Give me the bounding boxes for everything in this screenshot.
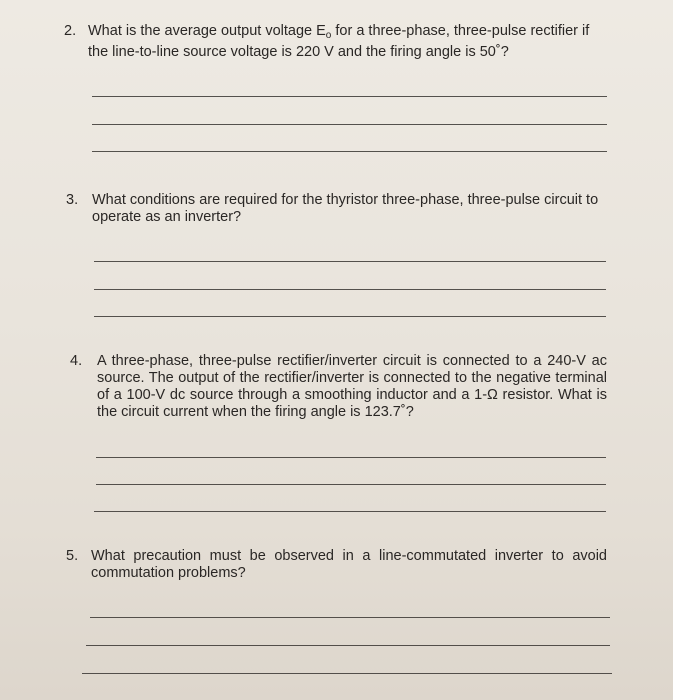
question-3-number: 3.	[66, 192, 79, 208]
answer-line-q4-3[interactable]	[94, 511, 606, 512]
answer-line-q5-2[interactable]	[86, 645, 610, 646]
question-4-number: 4.	[70, 353, 83, 369]
question-2-text	[88, 23, 610, 61]
question-3	[66, 192, 614, 232]
answer-line-q5-1[interactable]	[90, 617, 610, 618]
question-5-number: 5.	[66, 548, 79, 564]
question-4-text: A three-phase, three-pulse rectifier/inverter circuit is connected to a 240-V ac source. The output of the rectifier/inverter is connected to the negative terminal of a 100-V dc source through a smoothing inductor and a 1-Ω resistor. What is the circuit current when the firing angle is 123.7˚?	[97, 353, 607, 420]
question-4	[70, 353, 610, 433]
question-3-text: What conditions are required for the thyristor three-phase, three-pulse circuit to operate as an inverter?	[92, 192, 599, 225]
answer-line-q2-2[interactable]	[92, 124, 607, 125]
answer-line-q3-3[interactable]	[94, 316, 606, 317]
question-2-text-part1: What is the average output voltage E	[88, 23, 326, 39]
answer-line-q5-3[interactable]	[82, 673, 612, 674]
answer-line-q4-2[interactable]	[96, 484, 606, 485]
question-2-text-part2: for a three-phase, three-pulse rectifier if the line-to-line source voltage is 220 V and the firing angle is 50˚?	[88, 23, 590, 60]
question-2-subscript: o	[325, 30, 332, 41]
answer-line-q3-2[interactable]	[94, 289, 606, 290]
answer-line-q2-3[interactable]	[92, 151, 607, 152]
answer-line-q3-1[interactable]	[94, 261, 606, 262]
question-5-text: What precaution must be observed in a line-commutated inverter to avoid commutation problems?	[91, 548, 607, 581]
question-2	[64, 23, 612, 63]
question-2-number: 2.	[64, 23, 77, 39]
question-5	[66, 548, 610, 588]
answer-line-q2-1[interactable]	[92, 96, 607, 97]
answer-line-q4-1[interactable]	[96, 457, 606, 458]
